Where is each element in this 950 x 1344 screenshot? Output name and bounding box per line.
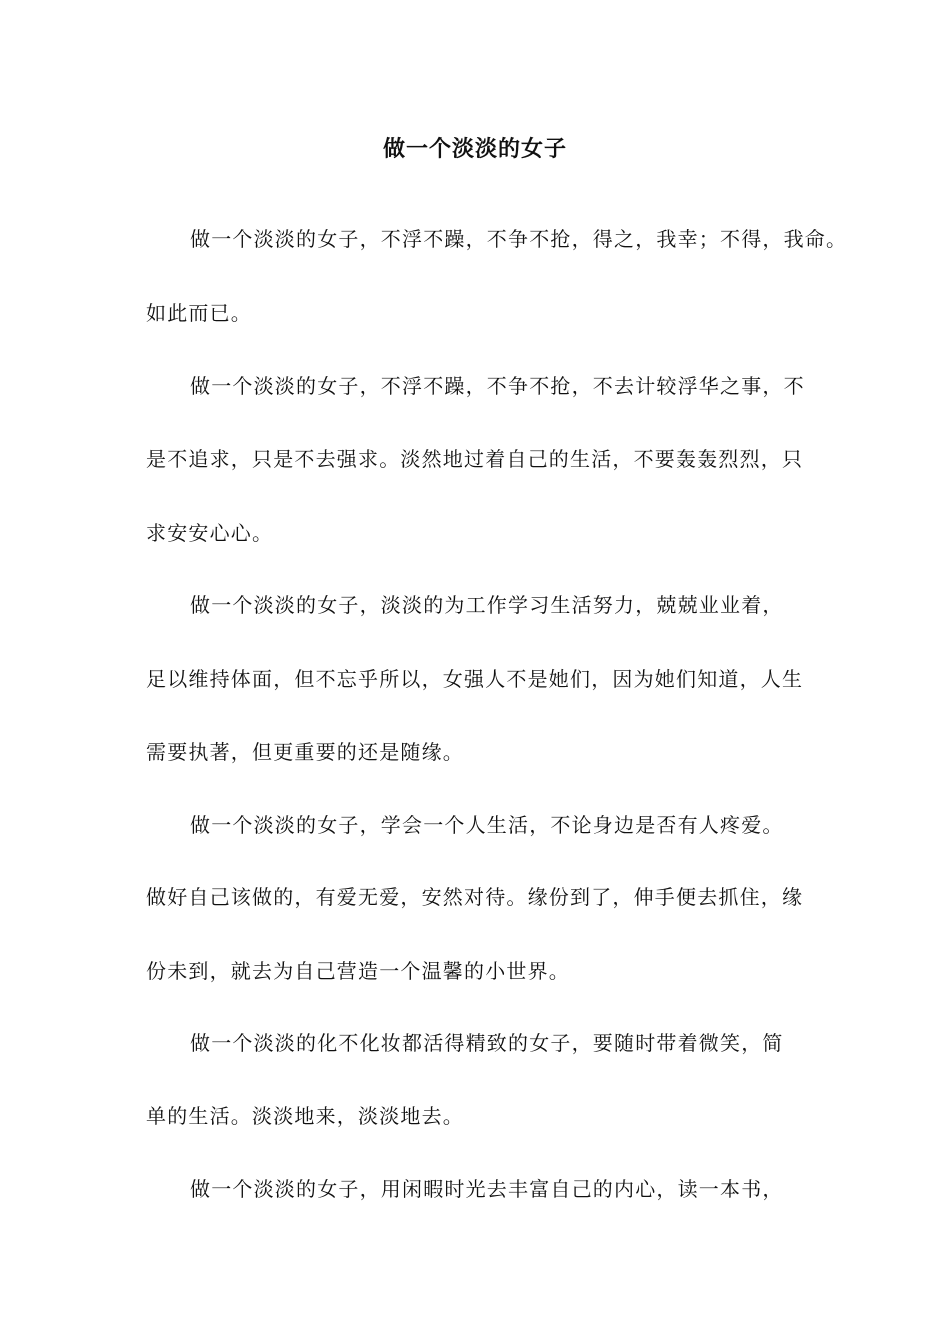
paragraph-3-line-1: 做一个淡淡的女子，淡淡的为工作学习生活努力，兢兢业业着， bbox=[190, 593, 784, 617]
paragraph-1-line-1: 做一个淡淡的女子，不浮不躁，不争不抢，得之，我幸；不得，我命。 bbox=[190, 227, 848, 251]
paragraph-5-line-1: 做一个淡淡的化不化妆都活得精致的女子，要随时带着微笑，简 bbox=[190, 1031, 784, 1055]
paragraph-6-line-1: 做一个淡淡的女子，用闲暇时光去丰富自己的内心，读一本书， bbox=[190, 1177, 784, 1201]
paragraph-4-line-1: 做一个淡淡的女子，学会一个人生活，不论身边是否有人疼爱。 bbox=[190, 813, 784, 837]
paragraph-5-line-2: 单的生活。淡淡地来，淡淡地去。 bbox=[146, 1104, 464, 1128]
paragraph-4-line-2: 做好自己该做的，有爱无爱，安然对待。缘份到了，伸手便去抓住，缘 bbox=[146, 885, 804, 909]
paragraph-3-line-2: 足以维持体面，但不忘乎所以，女强人不是她们，因为她们知道，人生 bbox=[146, 667, 804, 691]
paragraph-1-line-2: 如此而已。 bbox=[146, 301, 252, 325]
paragraph-2-line-2: 是不追求，只是不去强求。淡然地过着自己的生活，不要轰轰烈烈，只 bbox=[146, 447, 804, 471]
paragraph-2-line-3: 求安安心心。 bbox=[146, 521, 274, 545]
paragraph-4-line-3: 份未到，就去为自己营造一个温馨的小世界。 bbox=[146, 959, 570, 983]
page-title: 做一个淡淡的女子 bbox=[382, 137, 567, 162]
paragraph-2-line-1: 做一个淡淡的女子，不浮不躁，不争不抢，不去计较浮华之事，不 bbox=[190, 374, 805, 398]
paragraph-3-line-3: 需要执著，但更重要的还是随缘。 bbox=[146, 740, 464, 764]
